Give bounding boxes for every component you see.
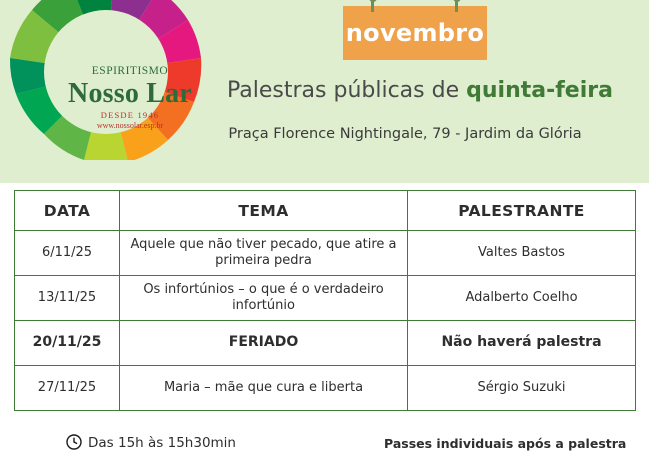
footer [0, 425, 649, 464]
cell-palestrante: Adalberto Coelho [408, 276, 636, 321]
column-header-tema: TEMA [120, 191, 408, 231]
cell-date: 27/11/25 [15, 366, 120, 411]
cell-date: 6/11/25 [15, 231, 120, 276]
column-header-data: DATA [15, 191, 120, 231]
logo-espiritismo-label: ESPIRITISMO [91, 65, 169, 77]
column-header-palestrante: PALESTRANTE [408, 191, 636, 231]
schedule-table-wrapper [14, 190, 635, 411]
cell-date: 13/11/25 [15, 276, 120, 321]
cell-palestrante: Não haverá palestra [408, 321, 636, 366]
table-row [15, 231, 636, 276]
headline-prefix: Palestras públicas de [227, 78, 467, 103]
cell-tema: FERIADO [120, 321, 408, 366]
table-row [15, 366, 636, 411]
table-header-row [15, 191, 636, 231]
logo [6, 0, 202, 160]
cell-palestrante: Valtes Bastos [408, 231, 636, 276]
month-label: novembro [345, 19, 485, 47]
table-row [15, 276, 636, 321]
logo-name: Nosso Lar [68, 77, 192, 109]
cell-tema: Maria – mãe que cura e liberta [120, 366, 408, 411]
pin-left-icon [371, 0, 374, 12]
note-text: Passes individuais após a palestra [384, 436, 627, 451]
headline-highlight: quinta-feira [466, 78, 613, 103]
cell-tema: Aquele que não tiver pecado, que atire a primeira pedra [120, 231, 408, 276]
table-row [15, 321, 636, 366]
cell-tema: Os infortúnios – o que é o verdadeiro infortúnio [120, 276, 408, 321]
time-text: Das 15h às 15h30min [88, 435, 236, 451]
logo-website: www.nossolar.esp.br [96, 121, 164, 130]
address-line: Praça Florence Nightingale, 79 - Jardim da Glória [228, 126, 582, 142]
pin-right-icon [455, 0, 458, 12]
month-banner [343, 6, 487, 60]
logo-text-block [54, 66, 206, 130]
cell-date: 20/11/25 [15, 321, 120, 366]
headline [205, 78, 635, 103]
header-banner [0, 0, 649, 183]
cell-palestrante: Sérgio Suzuki [408, 366, 636, 411]
schedule-table [14, 190, 636, 411]
clock-icon [66, 434, 82, 455]
logo-since: DESDE 1946 [100, 109, 160, 120]
